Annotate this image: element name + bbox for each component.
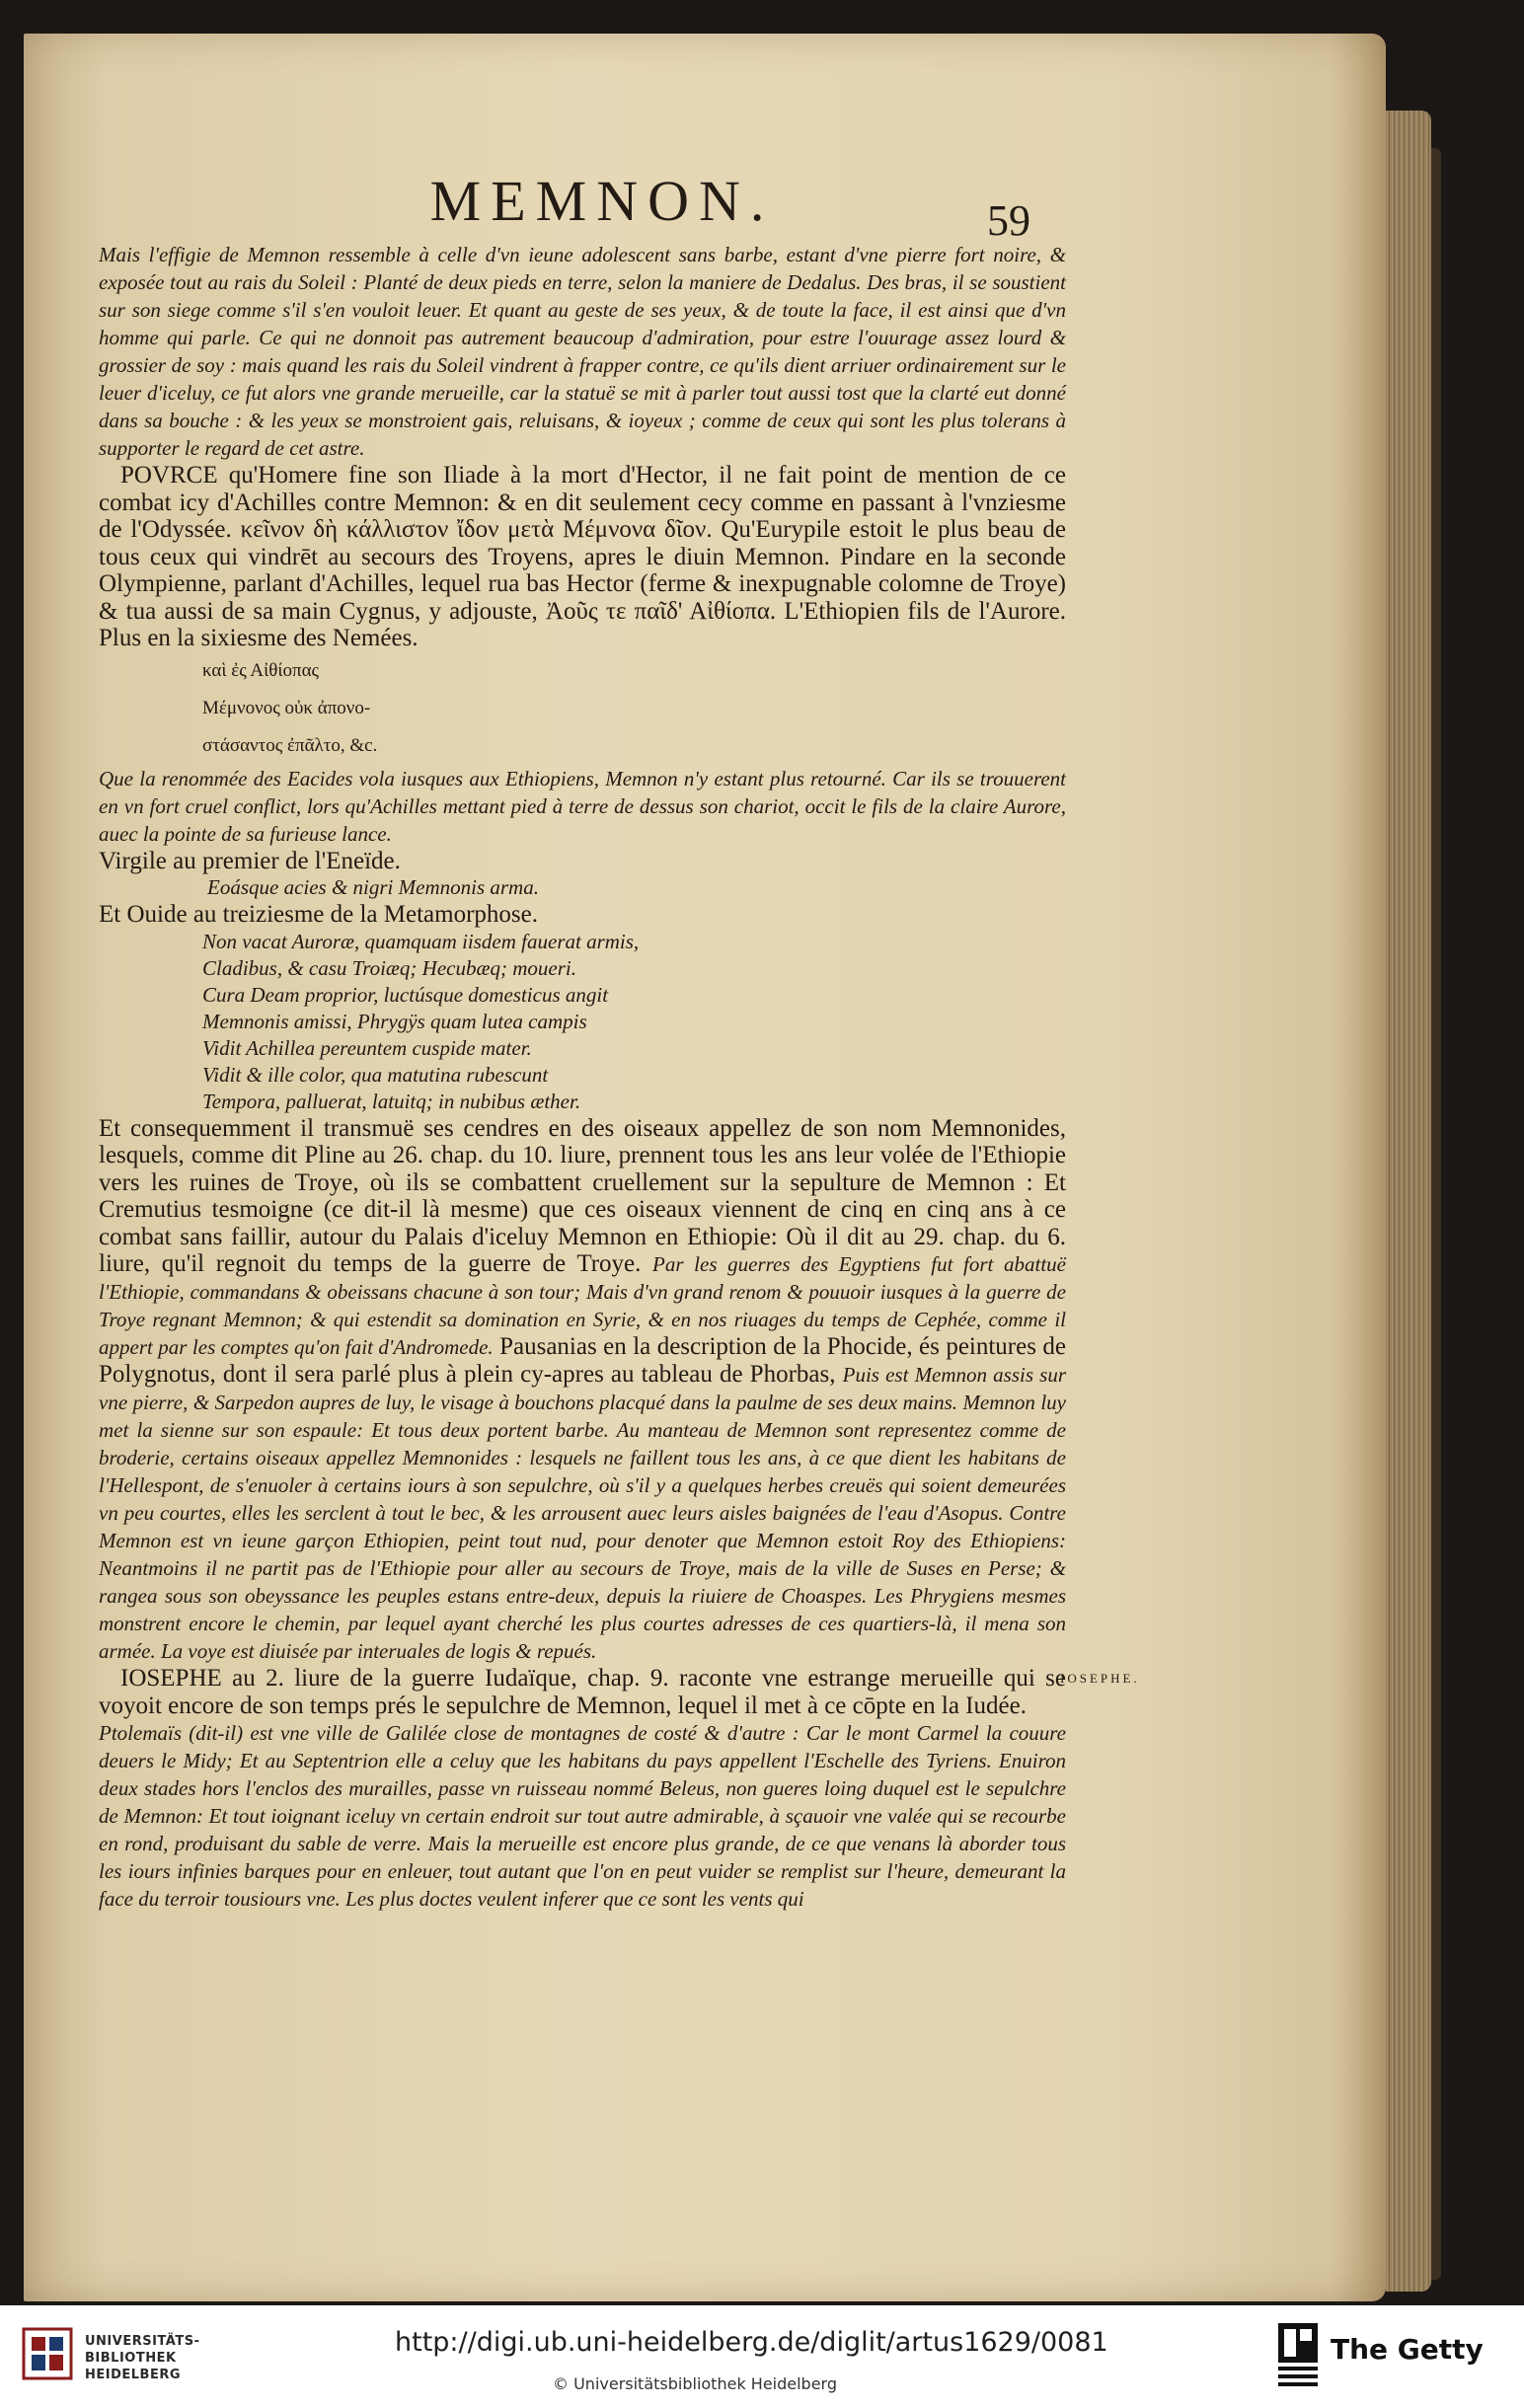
text-span: Et consequemment il transmuë ses cendres en des oiseaux appellez de son nom Memnonides, lesquels, comme dit Pline au 26. chap. du 10. liure, prennent tous les ans leur volée de l'Ethiopie vers les ruines de Troye, où ils se combattent cruellement sur la sepulture de Memnon : Et Cremutius tesmoigne (ce dit-il là mesme) que ces oiseaux viennent de cinq en cinq ans à ce combat sans faillir, autour du Palais d'iceluy Memnon en Ethiopie: Où il dit au 29. chap. du 6. liure, qu'il regnoit du temps de la guerre de Troye.: [99, 1114, 1066, 1277]
text-column: [99, 241, 1066, 1913]
verse-line: καὶ ἐς Αἰθίοπας: [202, 659, 320, 681]
library-name-line: HEIDELBERG: [85, 2368, 182, 2382]
verse-line: Cladibus, & casu Troiæq; Hecubæq; moueri.: [202, 955, 576, 980]
partner-name[interactable]: The Getty: [1331, 2333, 1484, 2366]
paragraph-iosephe: IOSEPHE au 2. liure de la guerre Iudaïque, chap. 9. raconte vne estrange merueille qui se voyoit encore de son temps prés le sepulchre de Memnon, lequel il met à ce cōpte en la Iudée.: [99, 1665, 1066, 1719]
paragraph-ptolemais: Ptolemaïs (dit-il) est vne ville de Galilée close de montagnes de costé & d'autre : Car le mont Carmel la couure deuers le Midy; Et au Septentrion elle a celuy que les habitans du pays appellent l'Eschelle des Tyriens. Enuiron deux stades hors l'enclos des murailles, passe vn ruisseau nommé Beleus, non gueres loing duquel est le sepulchre de Memnon: Et tout ioignant iceluy vn certain endroit sur tout autre admirable, à sçauoir vne valée qui se recourbe en rond, produisant du sable de verre. Mais la merueille est encore plus grande, de ce que venans là aborder tous les iours infinies barques pour en enleuer, tout autant que l'on en peut vuider se remplist sur l'heure, demeurant la face du terroir tousiours vne. Les plus doctes veulent inferer que ce sont les vents qui: [99, 1721, 1066, 1911]
margin-note: IOSEPHE.: [1060, 1671, 1140, 1686]
verse-line: Non vacat Auroræ, quamquam iisdem fauerat armis,: [202, 929, 640, 953]
university-seal-icon: [22, 2327, 73, 2380]
verse-line: Μέμνονος οὐκ ἀπονο-: [202, 697, 371, 718]
library-name-line: BIBLIOTHEK: [85, 2351, 177, 2366]
text-span: Pausanias en la description de la Phocide, és peintures de Polygnotus, dont il sera parlé plus à plein cy-apres au tableau de Phorbas,: [99, 1333, 1067, 1388]
book-cover-edge: [1431, 148, 1441, 2280]
verse-line: στάσαντος ἐπᾶλτο, &c.: [202, 734, 378, 756]
paragraph-pource: POVRCE qu'Homere fine son Iliade à la mort d'Hector, il ne fait point de mention de ce combat icy d'Achilles contre Memnon: & en dit seulement cecy comme en passant à l'vnziesme de l'Odyssée. κεῖνον δὴ κάλλιστον ἴδον μετὰ Μέμνονα δῖον. Qu'Eurypile estoit le plus beau de tous ceux qui vindrēt au secours des Troyens, apres le diuin Memnon. Pindare en la seconde Olympienne, parlant d'Achilles, lequel rua bas Hector (ferme & inexpugnable colomne de Troye) & tua aussi de sa main Cygnus, y adjouste, Ἀοῦς τε παῖδ' Αἰθίοπα. L'Ethiopien fils de l'Aurore. Plus en la sixiesme des Nemées.: [99, 462, 1066, 651]
paragraph-effigie: Mais l'effigie de Memnon ressemble à celle d'vn ieune adolescent sans barbe, estant d'vne pierre fort noire, & exposée tout au rais du Soleil : Planté de deux pieds en terre, selon la maniere de Dedalus. Des bras, il se soustient sur son siege comme s'il s'en vouloit leuer. Et quant au geste de ses yeux, & de toute la face, il est ainsi que d'vn homme qui parle. Ce qui ne donnoit pas autrement beaucoup d'admiration, pour estre l'ouurage assez lourd & grossier de soy : mais quand les rais du Soleil vindrent à frapper contre, ce qu'ils dient arriuer ordinairement sur le leuer d'iceluy, ce fut alors vne grande merueille, car la statuë se mit à parler tout aussi tost que la clarté eut donné dans sa bouche : & les yeux se monstroient gais, reluisans, & ioyeux ; comme de ceux qui sont les plus tolerans à supporter le regard de cet astre.: [99, 243, 1066, 460]
running-head: MEMNON.: [429, 169, 775, 233]
library-name[interactable]: [85, 2333, 199, 2383]
verse-line: Memnonis amissi, Phrygÿs quam lutea campis: [202, 1009, 587, 1033]
text-span-italic: Par les guerres des Egyptiens fut fort abattuë l'Ethiopie, commandans & obeissans chacune à son tour; Mais d'vn grand renom & pouuoir iusques à la guerre de Troye regnant Memnon; & qui estendit sa domination en Syrie, & en nos riuages du temps de Cephée, comme il appert par les comptes qu'on fait d'Andromede.: [99, 1252, 1067, 1359]
verse-line: Vidit Achillea pereuntem cuspide mater.: [202, 1035, 532, 1060]
verse-line: Cura Deam proprior, luctúsque domesticus angit: [202, 982, 609, 1007]
paragraph-ouide: Et Ouide au treiziesme de la Metamorphose.: [99, 901, 538, 928]
page-number: 59: [987, 196, 1030, 245]
getty-logo-icon: [1278, 2323, 1318, 2386]
permalink-url[interactable]: http://digi.ub.uni-heidelberg.de/diglit/artus1629/0081: [395, 2327, 1108, 2358]
viewer-footer: [0, 2305, 1524, 2408]
paragraph-consequemment: [99, 1115, 1066, 1666]
page-edges: [1386, 111, 1431, 2292]
verse-line: Tempora, palluerat, latuitq; in nubibus æther.: [202, 1089, 581, 1113]
verse-line: Eoásque acies & nigri Memnonis arma.: [207, 875, 539, 899]
copyright-notice: © Universitätsbibliothek Heidelberg: [553, 2374, 838, 2393]
paragraph-renommee: Que la renommée des Eacides vola iusques aux Ethiopiens, Memnon n'y estant plus retourné. Car ils se trouuerent en vn fort cruel conflict, lors qu'Achilles mettant pied à terre de dessus son chariot, occit le fils de la claire Aurore, auec la pointe de sa furieuse lance.: [99, 766, 1066, 846]
text-span-italic: Puis est Memnon assis sur vne pierre, & Sarpedon aupres de luy, le visage à bouchons placqué dans la paulme de ses deux mains. Memnon luy met la sienne sur son espaule: Et tous deux portent barbe. Au manteau de Memnon sont representez comme de broderie, certains oiseaux appellez Memnonides : lesquels ne faillent tous les ans, à ce que dient les habitans de l'Hellespont, de s'enuoler à certains iours à son sepulchre, où s'il y a quelques herbes creuës qui soient demeurées vn peu courtes, elles les serclent à tout le bec, & les arrousent auec leurs aisles baignées de l'eau d'Asopus. Contre Memnon est vn ieune garçon Ethiopien, peint tout nud, pour denoter que Memnon estoit Roy des Ethiopiens: Neantmoins il ne partit pas de l'Ethiopie pour aller au secours de Troye, mais de la ville de Suses en Perse; & rangea sous son obeyssance les peuples estans entre-deux, depuis la riuiere de Choaspes. Les Phrygiens mesmes monstrent encore le chemin, par lequel ayant cherché les plus courtes adresses de ces quartiers-là, il mena son armée. La voye est diuisée par interuales de logis & repués.: [99, 1363, 1067, 1663]
greek-verse: [99, 652, 1066, 765]
library-name-line: UNIVERSITÄTS-: [85, 2334, 200, 2349]
paragraph-virgile: Virgile au premier de l'Eneïde.: [99, 847, 401, 874]
verse-line: Vidit & ille color, qua matutina rubescunt: [202, 1062, 549, 1087]
latin-verse: [99, 929, 1066, 1115]
